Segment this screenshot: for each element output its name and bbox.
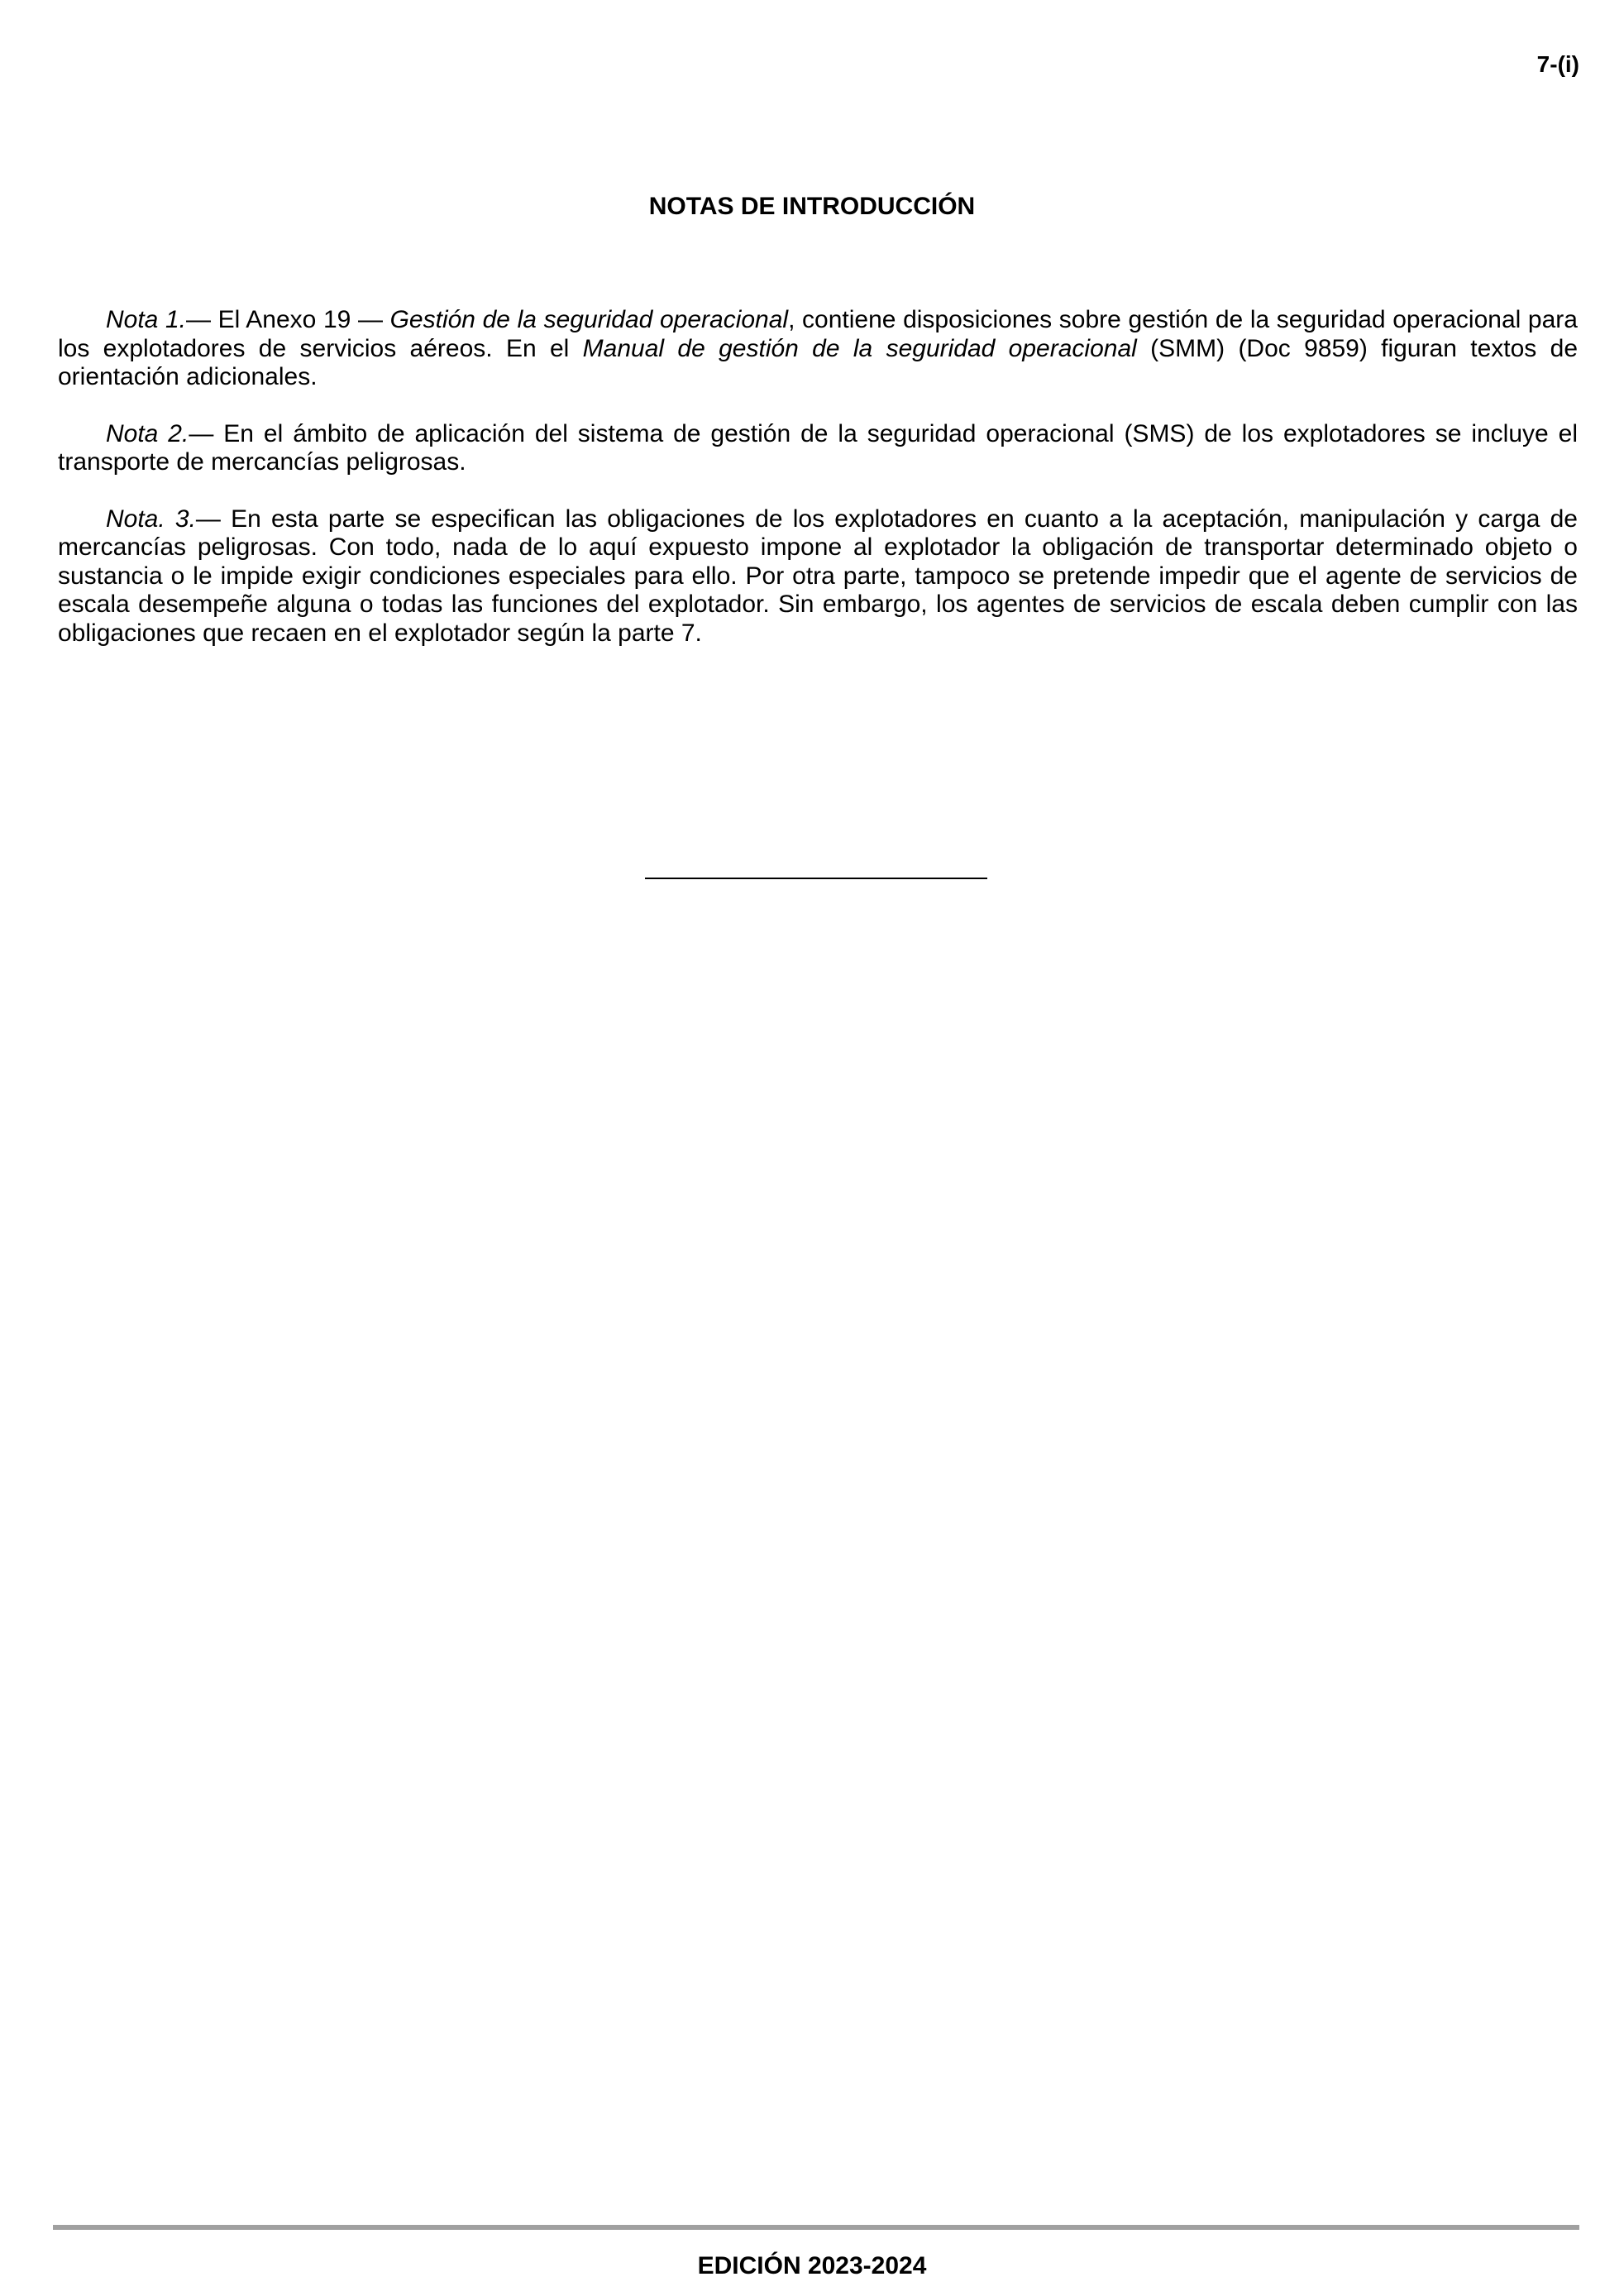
page-number: 7-(i): [1536, 51, 1579, 77]
note-3-text: — En esta parte se especifican las obligaciones de los explotadores en cuanto a la aceptación, manipulación y carga de mercancías peligrosas. Con todo, nada de lo aquí expuesto impone al explotador la obligación de transportar determinado objeto o sustancia o le impide exigir condiciones especiales para ello. Por otra parte, tampoco se pretende impedir que el agente de servicios de escala desempeñe alguna o todas las funciones del explotador. Sin embargo, los agentes de servicios de escala deben cumplir con las obligaciones que recaen en el explotador según la parte 7.: [58, 505, 1578, 647]
note-3: [58, 505, 1578, 648]
edition-footer: EDICIÓN 2023-2024: [697, 2252, 927, 2279]
note-1-label: Nota 1.: [106, 306, 187, 333]
note-1-text-a: — El Anexo 19 —: [186, 306, 390, 333]
note-2-label: Nota 2.: [106, 419, 189, 447]
notes-section: [58, 306, 1578, 676]
note-1-text-c: (SMM) (Doc 9859) figuran textos de orientación adicionales.: [58, 334, 1578, 390]
note-1-text-b: , contiene disposiciones sobre gestión de la seguridad operacional para los explotadores de servicios aéreos. En el: [58, 306, 1578, 362]
page-title: NOTAS DE INTRODUCCIÓN: [648, 193, 976, 220]
note-1: [58, 306, 1578, 392]
note-1-italic-annex-title: Gestión de la seguridad operacional: [389, 306, 789, 333]
end-separator-line: [645, 878, 987, 879]
note-2: [58, 420, 1578, 477]
note-3-label: Nota. 3.: [106, 505, 196, 533]
note-1-italic-manual-title: Manual de gestión de la seguridad operacional: [582, 334, 1137, 362]
footer-rule: [53, 2225, 1579, 2230]
note-2-text: — En el ámbito de aplicación del sistema de gestión de la seguridad operacional (SMS) de los explotadores se incluye el transporte de mercancías peligrosas.: [58, 419, 1578, 476]
